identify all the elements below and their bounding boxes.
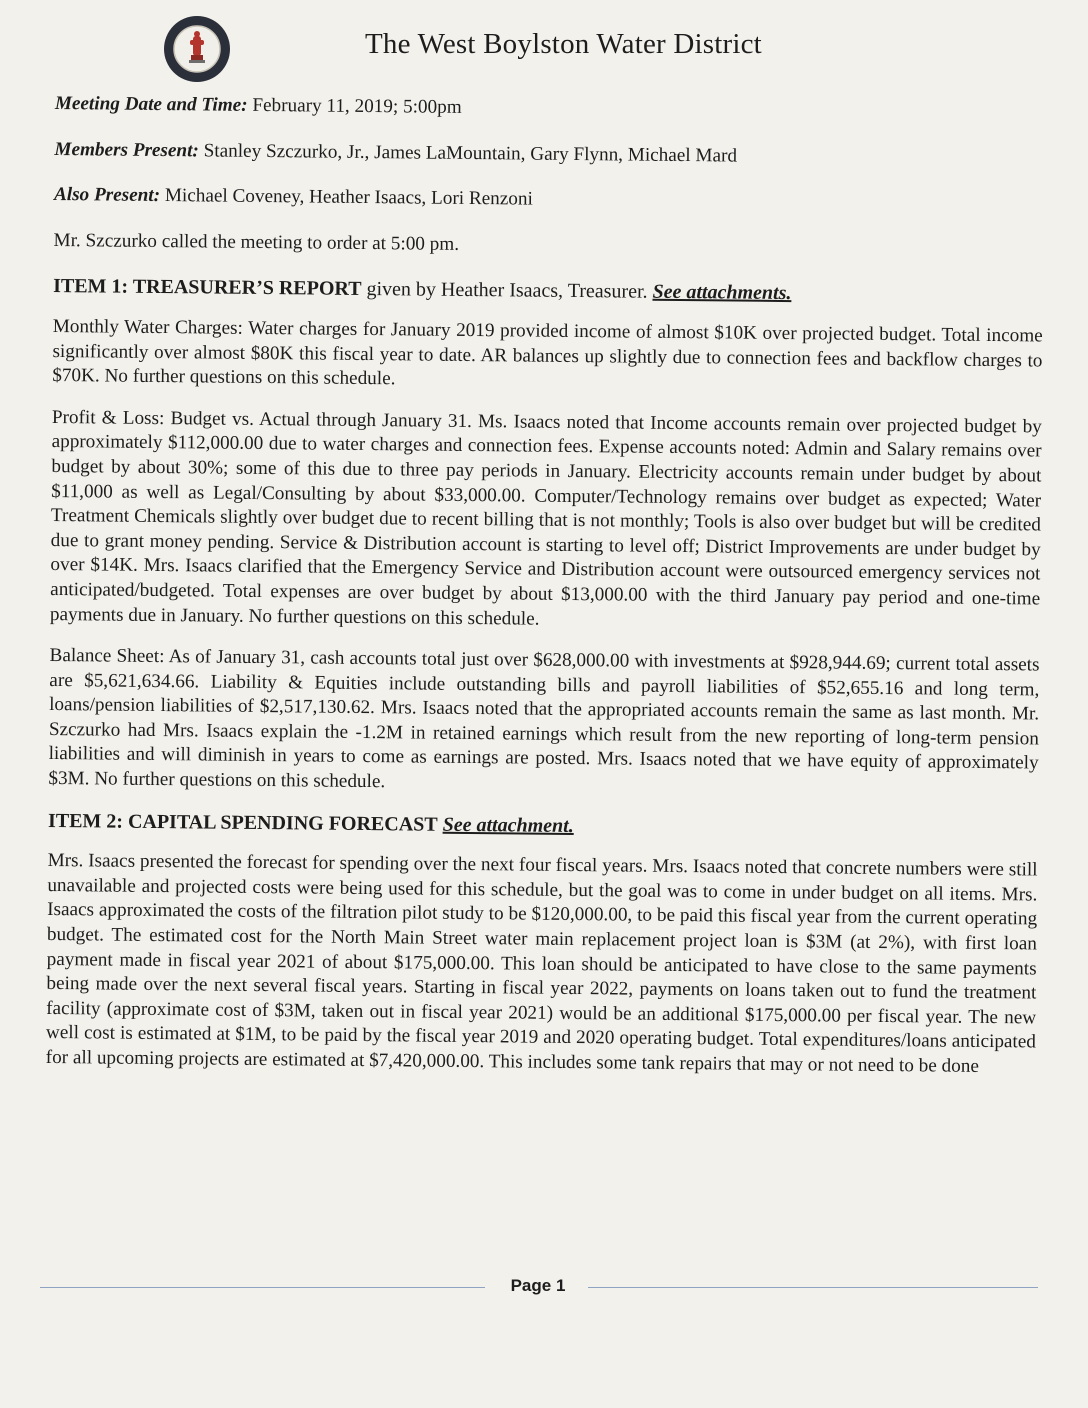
page-footer bbox=[40, 1274, 1040, 1304]
call-to-order: Mr. Szczurko called the meeting to order at 5:00 pm. bbox=[53, 229, 460, 255]
meeting-date-label: Meeting Date and Time: bbox=[54, 92, 248, 116]
item1-water-charges-paragraph: Monthly Water Charges: Water charges for January 2019 provided income of almost $10K over projected budget. Total income significantly over almost $80K this fiscal year to date. AR balances up slightly due to connection fees and backflow charges to $70K. No further questions on this schedule. bbox=[52, 315, 1043, 390]
organization-title: The West Boylston Water District bbox=[365, 28, 762, 60]
item1-heading-title: ITEM 1: TREASURER’S REPORT bbox=[53, 275, 362, 301]
members-present-value: Stanley Szczurko, Jr., James LaMountain, Gary Flynn, Michael Mard bbox=[198, 139, 738, 167]
item2-attachment-link[interactable]: See attachment. bbox=[442, 813, 574, 837]
footer-rule-left bbox=[40, 1287, 485, 1288]
also-present-label: Also Present: bbox=[53, 184, 161, 207]
item2-heading-title: ITEM 2: CAPITAL SPENDING FORECAST bbox=[47, 809, 438, 836]
item2-heading bbox=[48, 809, 1038, 843]
meeting-date-value: February 11, 2019; 5:00pm bbox=[247, 94, 462, 118]
letterhead bbox=[160, 14, 860, 94]
item1-heading-rest: given by Heather Isaacs, Treasurer. bbox=[361, 278, 653, 304]
minutes-body bbox=[45, 92, 1045, 1097]
also-present-line bbox=[54, 183, 1044, 217]
members-present-label: Members Present: bbox=[54, 138, 199, 161]
item2-forecast-paragraph: Mrs. Isaacs presented the forecast for spending over the next four fiscal years. Mrs. Isaacs noted that concrete numbers were still unavailable and projected costs were being used for this schedule, but the goal was to come in under budget on all items. Mrs. Isaacs approximated the costs of the filtration pilot study to be $120,000.00, to be paid this fiscal year from the current operating budget. The estimated cost for the North Main Street water main replacement project loan is $3M (at 2%), with first loan payment made in fiscal year 2021 of about $175,000.00. This loan should be anticipated to have close to the same payments being made over the next several fiscal years. Starting in fiscal year 2022, payments on loans taken out to fund the treatment facility (approximate cost of $3M, taken out in fiscal year 2021) would be an additional $175,000.00 per fiscal year. The new well cost is estimated at $1M, to be paid by the fiscal year 2019 and 2020 operating budget. Total expenditures/loans anticipated for all upcoming projects are estimated at $7,420,000.00. This includes some tank repairs that may or not need to be done bbox=[45, 850, 1038, 1077]
item1-heading bbox=[53, 274, 1043, 308]
item1-attachments-link[interactable]: See attachments. bbox=[652, 281, 792, 305]
item1-profit-loss-paragraph: Profit & Loss: Budget vs. Actual through January 31. Ms. Isaacs noted that Income accounts remain over projected budget by approximately $112,000.00 due to water charges and connection fees. Expense accounts noted: Admin and Salary remains over budget by about 30%; some of this due to three pay periods in January. Electricity accounts remain under budget by about $11,000 as well as Legal/Consulting by about $33,000.00. Computer/Technology remains over budget as expected; Water Treatment Chemicals slightly over budget due to recent billing that is not monthly; Tools is also over budget but will be credited due to grant money pending. Service & Distribution account is starting to level off; District Improvements are under budget by over $14K. Mrs. Isaacs clarified that the Emergency Service and Distribution account were outsourced emergency services not anticipated/budgeted. Total expenses are over budget by about $13,000.00 with the third January pay period and one-time payments due in January. No further questions on this schedule. bbox=[49, 406, 1042, 630]
meeting-date-line bbox=[55, 92, 1045, 126]
page-number: Page 1 bbox=[510, 1276, 566, 1295]
footer-rule-right bbox=[588, 1287, 1038, 1288]
item1-balance-sheet-paragraph: Balance Sheet: As of January 31, cash accounts total just over $628,000.00 with investments at $928,944.69; current total assets are $5,621,634.66. Liability & Equities include outstanding bills and payroll liabilities of $52,655.16 and long term, loans/pension liabilities of $2,517,130.62. Mrs. Isaacs noted that the appropriated accounts remain the same as last month. Mr. Szczurko had Mrs. Isaacs explain the -1.2M in retained earnings which result from the new reporting of long-term pension liabilities and will diminish in years to come as earnings are posted. Mrs. Isaacs noted that we have equity of approximately $3M. No further questions on this schedule. bbox=[48, 645, 1040, 793]
district-seal-logo bbox=[162, 14, 232, 84]
also-present-value: Michael Coveney, Heather Isaacs, Lori Renzoni bbox=[159, 185, 533, 210]
members-present-line bbox=[54, 138, 1044, 172]
